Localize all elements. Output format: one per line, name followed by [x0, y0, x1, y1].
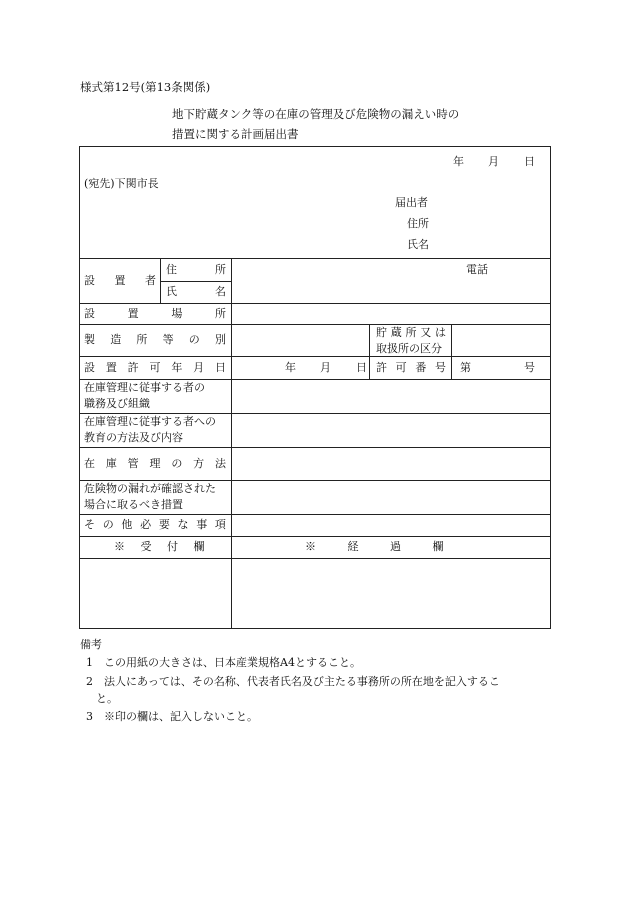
rule	[80, 514, 550, 515]
storage-class-label: 貯 蔵 所 又 は 取扱所の区分	[376, 326, 446, 355]
installer-label: 設 置 者	[84, 274, 156, 287]
document-title	[172, 104, 459, 144]
rule	[80, 303, 550, 304]
installer-address-label: 住 所	[166, 263, 226, 276]
rule	[231, 258, 232, 628]
address-label: 住所	[407, 217, 429, 230]
rule	[369, 324, 370, 379]
progress-column-header: ※ 経 過 欄	[305, 540, 458, 553]
rule	[160, 258, 161, 303]
remarks-heading: 備考	[80, 638, 102, 651]
leak-measures-label: 危険物の漏れが確認された 場合に取るべき措置	[84, 482, 216, 511]
rule	[80, 324, 550, 325]
addressee: (宛先)下関市長	[84, 177, 159, 190]
title-line-2: 措置に関する計画届出書	[172, 127, 299, 141]
remark-item: 1 この用紙の大きさは、日本産業規格A4とすること。	[86, 656, 361, 669]
rule	[80, 536, 550, 537]
rule	[80, 356, 550, 357]
permit-month: 月	[320, 361, 331, 374]
number-prefix: 第	[460, 361, 471, 374]
permit-day: 日	[356, 361, 367, 374]
inventory-method-label: 在 庫 管 理 の 方 法	[84, 457, 226, 470]
title-line-1: 地下貯蔵タンク等の在庫の管理及び危険物の漏えい時の	[172, 107, 460, 121]
permit-number-label: 許 可 番 号	[376, 361, 446, 374]
facility-type-label: 製 造 所 等 の 別	[84, 333, 226, 346]
name-label: 氏名	[407, 238, 429, 251]
rule	[80, 447, 550, 448]
rule	[160, 281, 231, 282]
location-label: 設 置 場 所	[84, 307, 226, 320]
reception-column-header: ※ 受 付 欄	[114, 540, 211, 553]
date-year: 年	[453, 155, 464, 168]
rule	[80, 258, 550, 259]
number-suffix: 号	[524, 361, 535, 374]
remark-item-continuation: と。	[96, 692, 118, 705]
form-number: 様式第12号(第13条関係)	[80, 80, 211, 94]
notification-form	[79, 146, 551, 629]
permit-date-label: 設 置 許 可 年 月 日	[84, 361, 226, 374]
date-day: 日	[524, 155, 535, 168]
rule	[451, 324, 452, 379]
permit-year: 年	[285, 361, 296, 374]
installer-name-label: 氏 名	[166, 285, 226, 298]
remark-item: 3 ※印の欄は、記入しないこと。	[86, 710, 258, 723]
education-label: 在庫管理に従事する者への 教育の方法及び内容	[84, 415, 216, 444]
date-month: 月	[488, 155, 499, 168]
staff-label: 在庫管理に従事する者の 職務及び組織	[84, 381, 205, 410]
rule	[80, 558, 550, 559]
remarks	[80, 637, 550, 727]
remark-item: 2 法人にあっては、その名称、代表者氏名及び主たる事務所の所在地を記入するこ	[86, 675, 500, 688]
notifier-label: 届出者	[395, 196, 428, 209]
phone-label: 電話	[466, 263, 488, 276]
other-matters-label: そ の 他 必 要 な 事 項	[84, 518, 226, 531]
